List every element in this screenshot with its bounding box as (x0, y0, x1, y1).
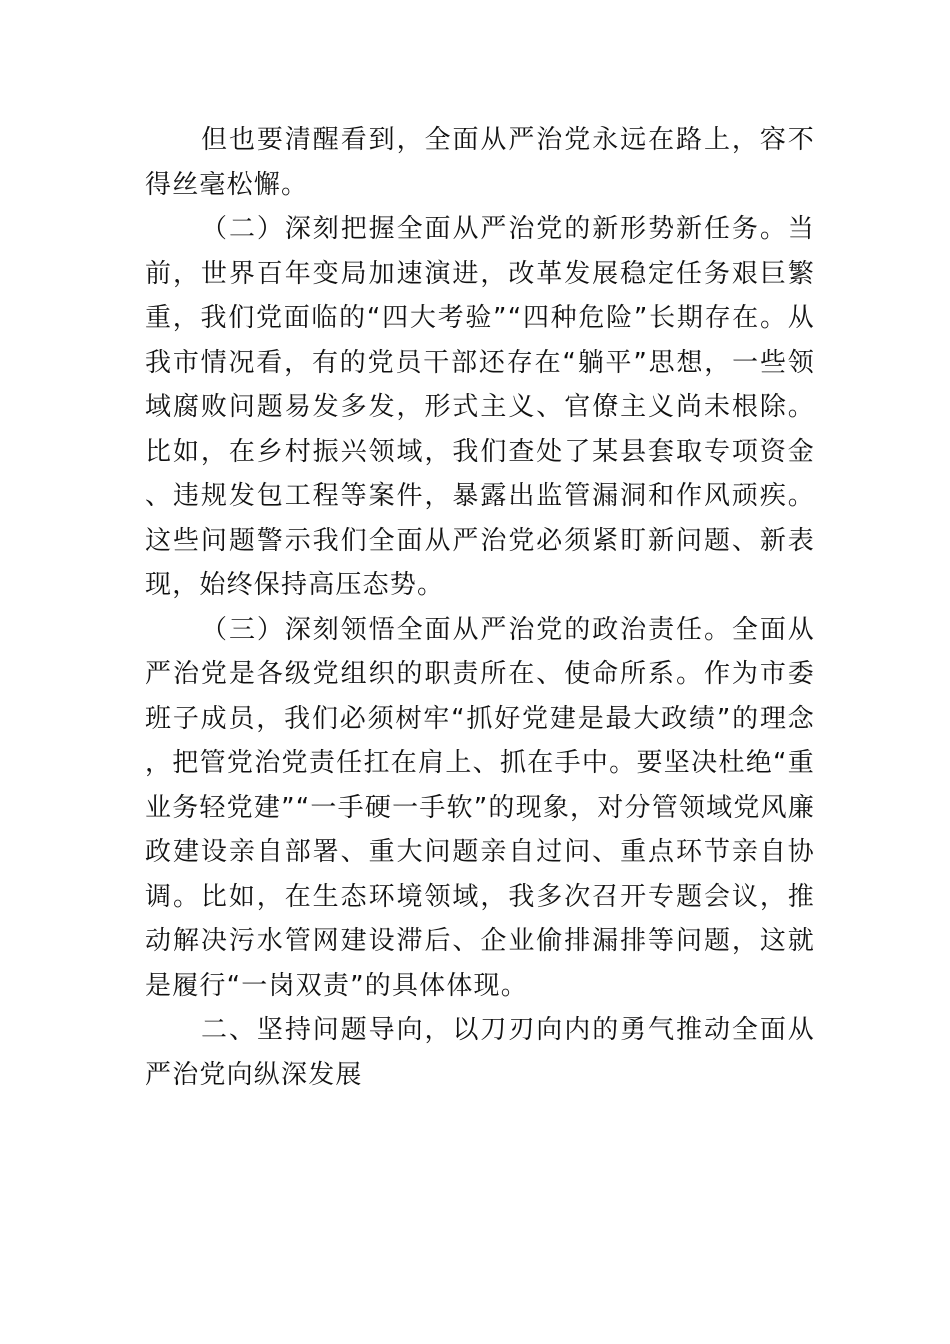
paragraph-political-responsibility: （三）深刻领悟全面从严治党的政治责任。全面从严治党是各级党组织的职责所在、使命所系。作为市委班子成员，我们必须树牢“抓好党建是最大政绩”的理念，把管党治党责任扛在肩上、抓在手中。要坚决杜绝“重业务轻党建”“一手硬一手软”的现象，对分管领域党风廉政建设亲自部署、重大问题亲自过问、重点环节亲自协调。比如，在生态环境领域，我多次召开专题会议，推动解决污水管网建设滞后、企业偷排漏排等问题，这就是履行“一岗双责”的具体体现。 (145, 614, 815, 1001)
paragraph-vigilance: 但也要清醒看到，全面从严治党永远在路上，容不得丝毫松懈。 (145, 125, 815, 200)
section-heading-two: 二、坚持问题导向，以刀刃向内的勇气推动全面从严治党向纵深发展 (145, 1015, 815, 1090)
document-body (145, 118, 815, 1097)
paragraph-new-situation: （二）深刻把握全面从严治党的新形势新任务。当前，世界百年变局加速演进，改革发展稳定任务艰巨繁重，我们党面临的“四大考验”“四种危险”长期存在。从我市情况看，有的党员干部还存在“躺平”思想，一些领域腐败问题易发多发，形式主义、官僚主义尚未根除。比如，在乡村振兴领域，我们查处了某县套取专项资金、违规发包工程等案件，暴露出监管漏洞和作风顽疾。这些问题警示我们全面从严治党必须紧盯新问题、新表现，始终保持高压态势。 (145, 214, 815, 600)
